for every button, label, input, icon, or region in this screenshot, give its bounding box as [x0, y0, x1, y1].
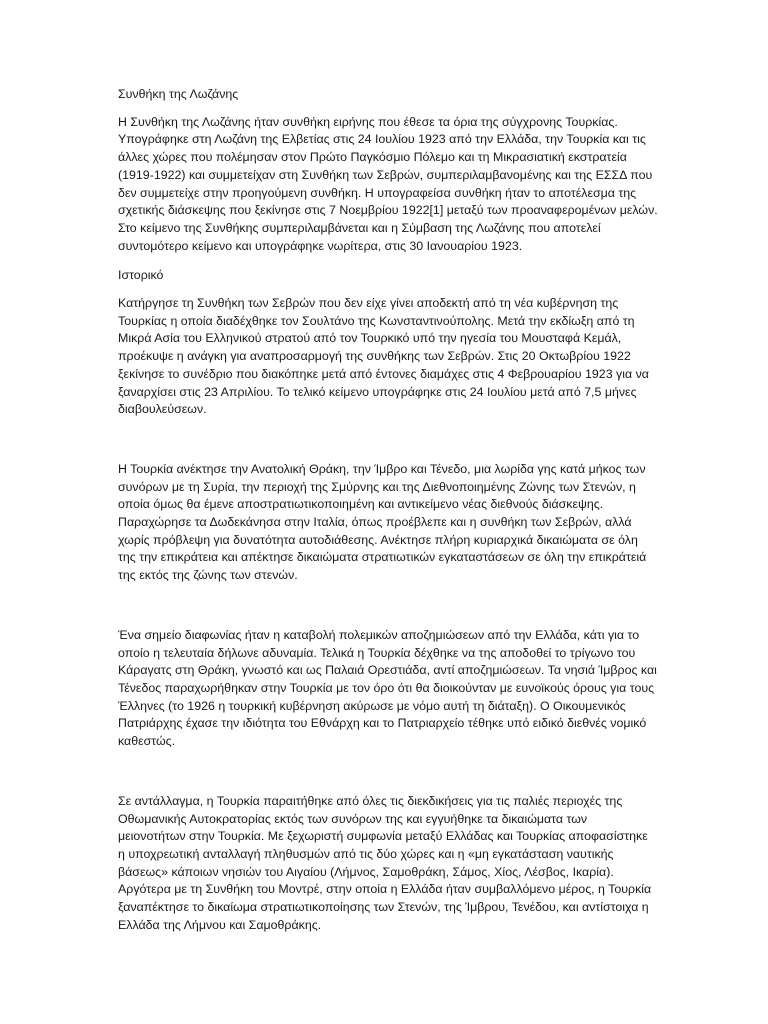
- spacer: [118, 431, 658, 461]
- document-title: Συνθήκη της Λωζάνης: [118, 87, 239, 101]
- exchange-paragraph: Σε αντάλλαγμα, η Τουρκία παραιτήθηκε από όλες τις διεκδικήσεις για τις παλιές περιοχές της Οθωμανικής Αυτοκρατορίας εκτός των συνόρων της και εγγυήθηκε τα δικαιώματα των μειονοτήτων στην Τουρκία. Με ξεχωριστή συμφωνία μεταξύ Ελλάδας και Τουρκίας αποφασίστηκε η υποχρεωτική ανταλλαγή πληθυσμών από τις δύο χώρες και η «μη εγκατάσταση ναυτικής βάσεως» κάποιων νησιών του Αιγαίου (Λήμνος, Σαμοθράκη, Σάμος, Χίος, Λέσβος, Ικαρία). Αργότερα με τη Συνθήκη του Μοντρέ, στην οποία η Ελλάδα ήταν συμβαλλόμενο μέρος, η Τουρκία ξαναπέκτησε το δικαίωμα στρατιωτικοποίησης των Στενών, της Ίμβρου, Τενέδου, και αντίστοιχα η Ελλάδα της Λήμνου και Σαμοθράκης.: [118, 793, 652, 932]
- spacer: [118, 763, 658, 793]
- thrace-paragraph: Η Τουρκία ανέκτησε την Ανατολική Θράκη, την Ίμβρο και Τένεδο, μια λωρίδα γης κατά μήκος των συνόρων με τη Συρία, την περιοχή της Σμύρνης και της Διεθνοποιημένης Ζώνης των Στενών, η οποία όμως θα έμενε αποστρατιωτικοποιημένη και αντικείμενο νέας διεθνούς διάσκεψης. Παραχώρησε τα Δωδεκάνησα στην Ιταλία, όπως προέβλεπε και η συνθήκη των Σεβρών, αλλά χωρίς πρόβλεψη για δυνατότητα αυτοδιάθεσης. Ανέκτησε πλήρη κυριαρχικά δικαιώματα σε όλη της την επικράτεια και απέκτησε δικαιώματα στρατιωτικών εγκαταστάσεων σε όλη την επικράτειά της εκτός της ζώνης των στενών.: [118, 461, 647, 583]
- reparations-paragraph: Ένα σημείο διαφωνίας ήταν η καταβολή πολεμικών αποζημιώσεων από την Ελλάδα, κάτι για το οποίο η τελευταία δήλωνε αδυναμία. Τελικά η Τουρκία δέχθηκε να της αποδοθεί το τρίγωνο του Κάραγατς στη Θράκη, γνωστό και ως Παλαιά Ορεστιάδα, αντί αποζημιώσεων. Τα νησιά Ίμβρος και Τένεδος παραχωρήθηκαν στην Τουρκία με τον όρο ότι θα διοικούνταν με ευνοϊκούς όρους για τους Έλληνες (το 1926 η τουρκική κυβέρνηση ακύρωσε με νόμο αυτή τη διάταξη). Ο Οικουμενικός Πατριάρχης έχασε την ιδιότητα του Εθνάρχη και το Πατριαρχείο τέθηκε υπό ειδικό διεθνές νομικό καθεστώς.: [118, 627, 657, 749]
- section-heading-history: Ιστορικό: [118, 268, 164, 283]
- spacer: [118, 597, 658, 627]
- intro-paragraph: Η Συνθήκη της Λωζάνης ήταν συνθήκη ειρήνης που έθεσε τα όρια της σύγχρονης Τουρκίας. Υπογράφηκε στη Λωζάνη της Ελβετίας στις 24 Ιουλίου 1923 από την Ελλάδα, την Τουρκία και τις άλλες χώρες που πολέμησαν στον Πρώτο Παγκόσμιο Πόλεμο και τη Μικρασιατική εκστρατεία (1919-1922) και συμμετείχαν στη Συνθήκη των Σεβρών, συμπεριλαμβανομένης και της ΕΣΣΔ που δεν συμμετείχε στην προηγούμενη συνθήκη. Η υπογραφείσα συνθήκη ήταν το αποτέλεσμα της σχετικής διάσκεψης που ξεκίνησε στις 7 Νοεμβρίου 1922[1] μεταξύ των προαναφερομένων μελών. Στο κείμενο της Συνθήκης συμπεριλαμβάνεται και η Σύμβαση της Λωζάνης που αποτελεί συντομότερο κείμενο και υπογράφηκε νωρίτερα, στις 30 Ιανουαρίου 1923.: [118, 114, 658, 253]
- history-paragraph: Κατήργησε τη Συνθήκη των Σεβρών που δεν είχε γίνει αποδεκτή από τη νέα κυβέρνηση της Τουρκίας η οποία διαδέχθηκε τον Σουλτάνο της Κωνσταντινούπολης. Μετά την εκδίωξη από τη Μικρά Ασία του Ελληνικού στρατού από τον Τουρκικό υπό την ηγεσία του Μουσταφά Κεμάλ, προέκυψε η ανάγκη για αναπροσαρμογή της συνθήκης των Σεβρών. Στις 20 Οκτωβρίου 1922 ξεκίνησε το συνέδριο που διακόπηκε μετά από έντονες διαμάχες στις 4 Φεβρουαρίου 1923 για να ξαναρχίσει στις 23 Απριλίου. Το τελικό κείμενο υπογράφηκε στις 24 Ιουλίου μετά από 7,5 μήνες διαβουλεύσεων.: [118, 296, 649, 417]
- document-page: [118, 86, 658, 946]
